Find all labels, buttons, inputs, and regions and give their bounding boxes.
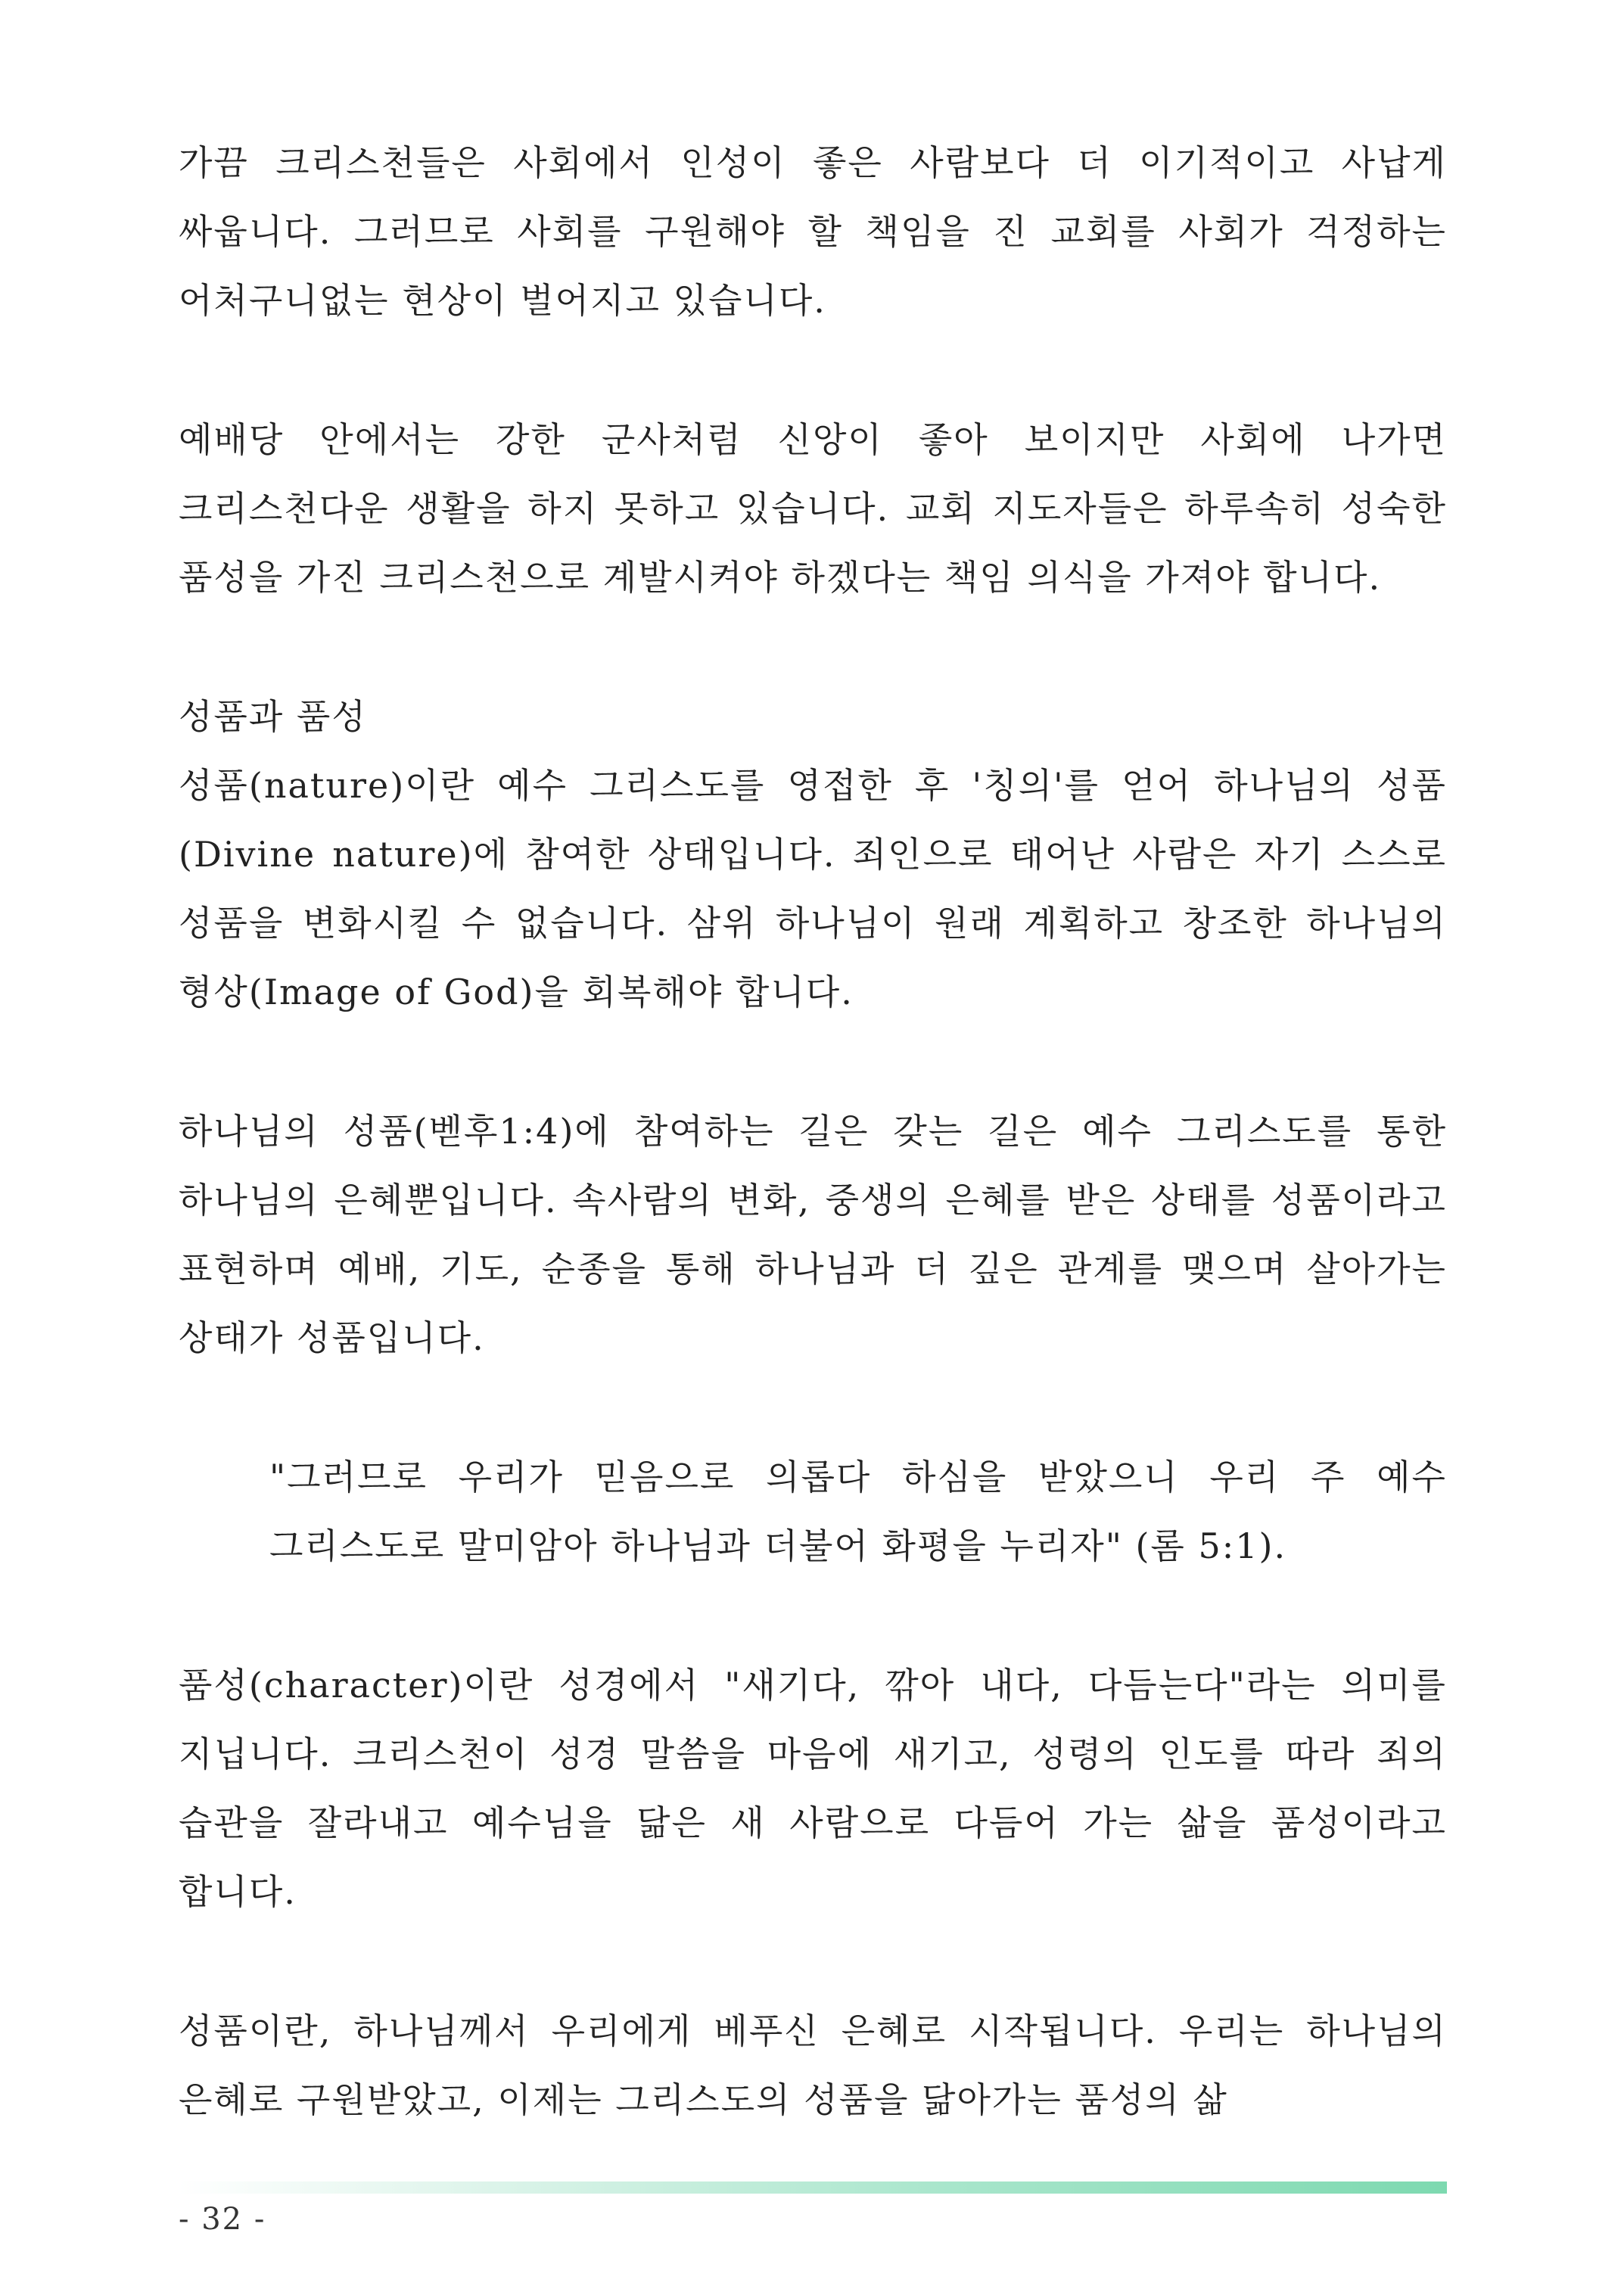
paragraph-4: 하나님의 성품(벧후1:4)에 참여하는 길은 갖는 길은 예수 그리스도를 통한 하나님의 은혜뿐입니다. 속사람의 변화, 중생의 은혜를 받은 상태를 성품이라고 표현하며 예배, 기도, 순종을 통해 하나님과 더 깊은 관계를 맺으며 살아가는 상태가 성품입니다. bbox=[179, 1111, 1447, 1358]
document-body bbox=[179, 129, 1447, 2205]
paragraph-5: 품성(character)이란 성경에서 "새기다, 깎아 내다, 다듬는다"라는 의미를 지닙니다. 크리스천이 성경 말씀을 마음에 새기고, 성령의 인도를 따라 죄의 습관을 잘라내고 예수님을 닮은 새 사람으로 다듬어 가는 삶을 품성이라고 합니다. bbox=[179, 1665, 1447, 1912]
page-number: - 32 - bbox=[179, 2202, 266, 2237]
paragraph-2: 예배당 안에서는 강한 군사처럼 신앙이 좋아 보이지만 사회에 나가면 크리스천다운 생활을 하지 못하고 있습니다. 교회 지도자들은 하루속히 성숙한 품성을 가진 크리스천으로 계발시켜야 하겠다는 책임 의식을 가져야 합니다. bbox=[179, 419, 1447, 598]
paragraph-1: 가끔 크리스천들은 사회에서 인성이 좋은 사람보다 더 이기적이고 사납게 싸웁니다. 그러므로 사회를 구원해야 할 책임을 진 교회를 사회가 걱정하는 어처구니없는 현상이 벌어지고 있습니다. bbox=[179, 142, 1447, 321]
paragraph-6: 성품이란, 하나님께서 우리에게 베푸신 은혜로 시작됩니다. 우리는 하나님의 은혜로 구원받았고, 이제는 그리스도의 성품을 닮아가는 품성의 삶 bbox=[179, 2010, 1447, 2120]
paragraph-3: 성품(nature)이란 예수 그리스도를 영접한 후 '칭의'를 얻어 하나님의 성품(Divine nature)에 참여한 상태입니다. 죄인으로 태어난 사람은 자기 스스로 성품을 변화시킬 수 없습니다. 삼위 하나님이 원래 계획하고 창조한 하나님의 형상(Image of God)을 회복해야 합니다. bbox=[179, 765, 1447, 1012]
footer-divider-bar bbox=[179, 2181, 1447, 2194]
bible-quote: "그러므로 우리가 믿음으로 의롭다 하심을 받았으니 우리 주 예수 그리스도로 말미암아 하나님과 더불어 화평을 누리자" (롬 5:1). bbox=[269, 1457, 1447, 1566]
section-heading: 성품과 품성 bbox=[179, 696, 367, 737]
